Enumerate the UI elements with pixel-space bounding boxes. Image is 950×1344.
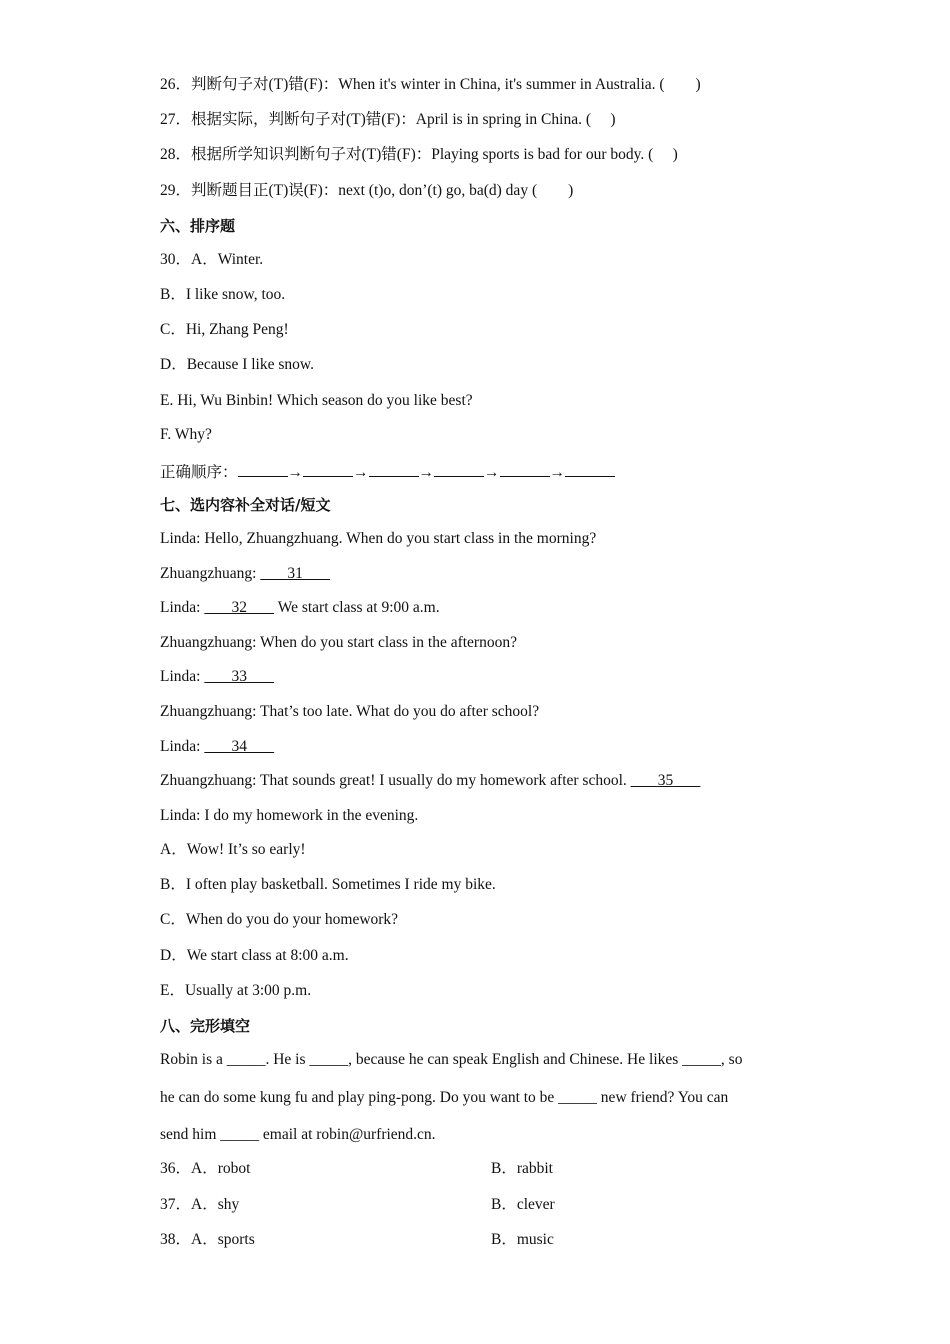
blank-number: 33 [231, 668, 247, 685]
cloze-passage-line: send him _____ email at robin@urfriend.cn. [160, 1126, 436, 1143]
dialog-blank[interactable] [204, 668, 274, 685]
ordering-item: D．Because I like snow. [160, 356, 314, 373]
question-26 [160, 75, 701, 95]
question-29 [160, 181, 573, 201]
dialog-option: E．Usually at 3:00 p.m. [160, 982, 312, 999]
ordering-item: 30．A．Winter. [160, 251, 264, 268]
question-text: 根据实际，判断句子对(T)错(F)：April is in spring in China. ( ) [191, 111, 616, 128]
arrow-icon: → [287, 464, 304, 481]
dialog-line [160, 633, 517, 653]
question-number: 26． [160, 76, 192, 93]
dialog-text: Zhuangzhuang: When do you start class in the afternoon? [160, 634, 517, 651]
dialog-text: Zhuangzhuang: That’s too late. What do you do after school? [160, 703, 540, 720]
answer-blank[interactable] [434, 460, 484, 477]
question-number: 28． [160, 146, 192, 163]
cloze-option-a[interactable]: 38．A．sports [160, 1231, 255, 1248]
blank-number: 35 [657, 772, 674, 789]
cloze-passage-line: Robin is a _____. He is _____, because he can speak English and Chinese. He likes _____, so [160, 1051, 743, 1068]
dialog-blank[interactable] [204, 738, 274, 755]
arrow-icon: → [484, 464, 500, 481]
dialog-line [160, 667, 274, 687]
cloze-option-b[interactable]: B．rabbit [491, 1160, 553, 1177]
dialog-text: Linda: [160, 738, 205, 755]
dialog-line [160, 598, 440, 618]
dialog-line [160, 529, 596, 549]
question-28 [160, 145, 678, 165]
question-27 [160, 110, 616, 130]
dialog-text: Zhuangzhuang: That sounds great! I usually do my homework after school. [160, 772, 631, 789]
arrow-icon: → [549, 464, 566, 481]
answer-blank[interactable] [238, 460, 288, 477]
dialog-line [160, 806, 418, 826]
answer-blank[interactable] [500, 460, 550, 477]
answer-blank[interactable] [369, 460, 419, 477]
ordering-item: E. Hi, Wu Binbin! Which season do you like best? [160, 392, 473, 409]
question-text: 判断句子对(T)错(F)：When it's winter in China, it's summer in Australia. ( ) [191, 76, 701, 93]
dialog-text: We start class at 9:00 a.m. [274, 599, 440, 616]
section-7-title: 七、选内容补全对话/短文 [160, 496, 331, 514]
question-text: 判断题目正(T)误(F)：next (t)o, don’(t) go, ba(d) day ( ) [191, 182, 574, 199]
answer-blank[interactable] [565, 460, 615, 477]
answer-label: 正确顺序： [160, 464, 238, 481]
answer-order-line [160, 460, 615, 483]
blank-number: 31 [287, 565, 303, 582]
dialog-line [160, 564, 330, 584]
cloze-option-b[interactable]: B．clever [491, 1196, 555, 1213]
cloze-option-a[interactable]: 36．A．robot [160, 1160, 251, 1177]
dialog-line [160, 771, 700, 791]
dialog-blank[interactable] [260, 565, 330, 582]
ordering-item: C．Hi, Zhang Peng! [160, 321, 289, 338]
dialog-blank[interactable] [631, 772, 701, 789]
question-number: 27． [160, 111, 192, 128]
answer-blank[interactable] [303, 460, 353, 477]
arrow-icon: → [418, 464, 435, 481]
blank-number: 34 [231, 738, 247, 755]
cloze-option-b[interactable]: B．music [491, 1231, 554, 1248]
dialog-text: Zhuangzhuang: [160, 565, 261, 582]
dialog-text: Linda: Hello, Zhuangzhuang. When do you start class in the morning? [160, 530, 597, 547]
blank-number: 32 [231, 599, 247, 616]
section-8-title: 八、完形填空 [160, 1017, 251, 1035]
dialog-option: A．Wow! It’s so early! [160, 841, 306, 858]
dialog-text: Linda: I do my homework in the evening. [160, 807, 419, 824]
section-6-title: 六、排序题 [160, 217, 236, 235]
cloze-passage-line: he can do some kung fu and play ping-pong. Do you want to be _____ new friend? You can [160, 1089, 729, 1106]
cloze-option-a[interactable]: 37．A．shy [160, 1196, 240, 1213]
dialog-line [160, 737, 274, 757]
arrow-icon: → [353, 464, 369, 481]
question-number: 29． [160, 182, 192, 199]
question-text: 根据所学知识判断句子对(T)错(F)：Playing sports is bad for our body. ( ) [191, 146, 678, 163]
dialog-text: Linda: [160, 599, 205, 616]
dialog-line [160, 702, 539, 722]
ordering-item: F. Why? [160, 426, 212, 443]
ordering-item: B．I like snow, too. [160, 286, 286, 303]
dialog-option: C．When do you do your homework? [160, 911, 399, 928]
dialog-blank[interactable] [204, 599, 274, 616]
dialog-option: D．We start class at 8:00 a.m. [160, 947, 349, 964]
dialog-option: B．I often play basketball. Sometimes I ride my bike. [160, 876, 496, 893]
dialog-text: Linda: [160, 668, 205, 685]
